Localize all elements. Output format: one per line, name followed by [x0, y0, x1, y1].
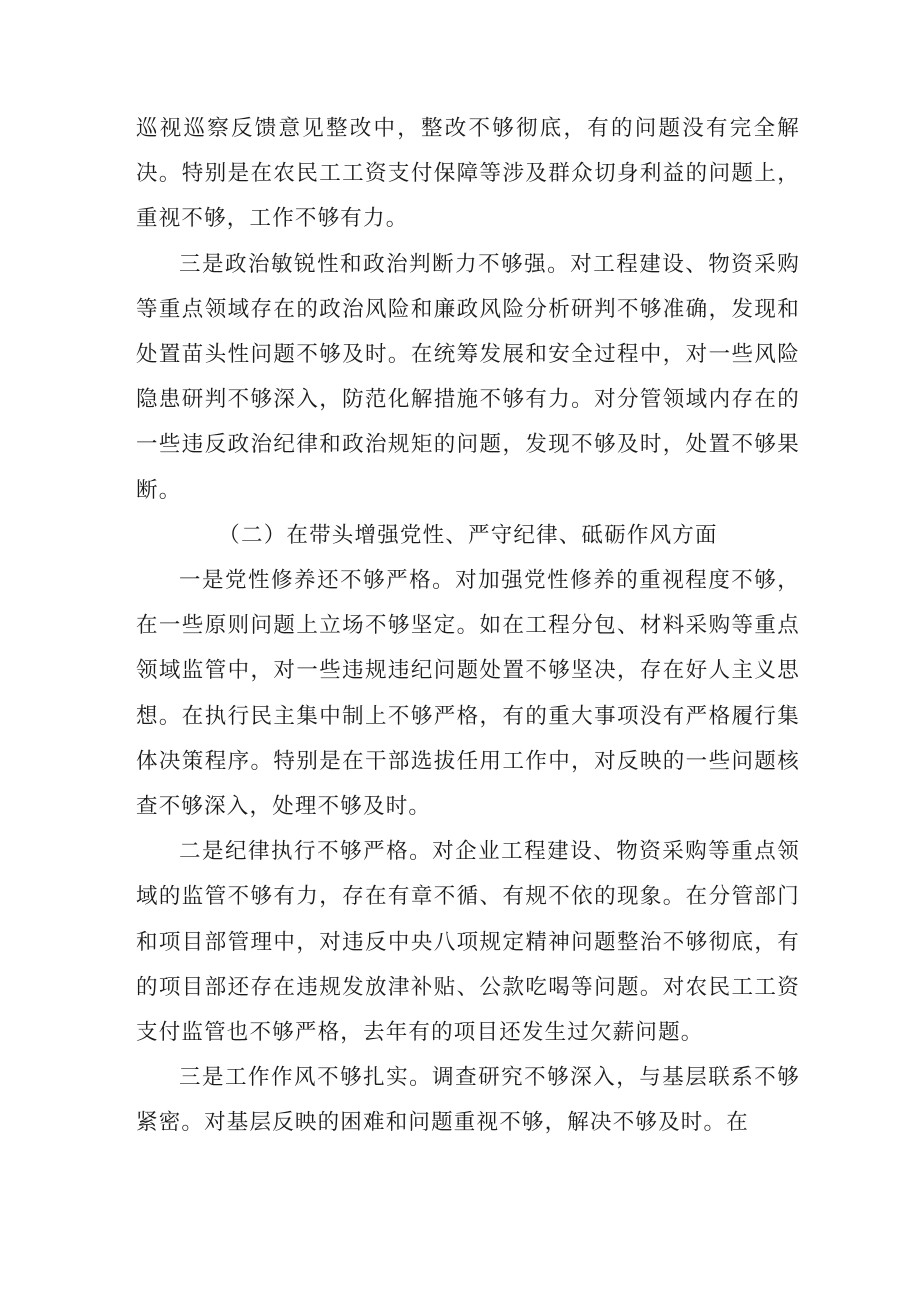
document-body	[136, 106, 800, 1146]
paragraph-continuation: 巡视巡察反馈意见整改中，整改不够彻底，有的问题没有完全解决。特别是在农民工工资支付保障等涉及群众切身利益的问题上，重视不够，工作不够有力。	[136, 116, 800, 232]
section-heading: （二）在带头增强党性、严守纪律、砥砺作风方面	[218, 522, 718, 548]
paragraph-political-sensitivity: 三是政治敏锐性和政治判断力不够强。对工程建设、物资采购等重点领域存在的政治风险和廉政风险分析研判不够准确，发现和处置苗头性问题不够及时。在统筹发展和安全过程中，对一些风险隐患研判不够深入，防范化解措施不够有力。对分管领域内存在的一些违反政治纪律和政治规矩的问题，发现不够及时，处置不够果断。	[136, 251, 800, 503]
paragraph-discipline: 二是纪律执行不够严格。对企业工程建设、物资采购等重点领域的监管不够有力，存在有章不循、有规不依的现象。在分管部门和项目部管理中，对违反中央八项规定精神问题整治不够彻底，有的项目部还存在违规发放津补贴、公款吃喝等问题。对农民工工资支付监管也不够严格，去年有的项目还发生过欠薪问题。	[136, 839, 800, 1046]
paragraph-party-spirit: 一是党性修养还不够严格。对加强党性修养的重视程度不够，在一些原则问题上立场不够坚定。如在工程分包、材料采购等重点领域监管中，对一些违规违纪问题处置不够坚决，存在好人主义思想。在执行民主集中制上不够严格，有的重大事项没有严格履行集体决策程序。特别是在干部选拔任用工作中，对反映的一些问题核查不够深入，处理不够及时。	[136, 568, 800, 820]
paragraph-work-style: 三是工作作风不够扎实。调查研究不够深入，与基层联系不够紧密。对基层反映的困难和问题重视不够，解决不够及时。在	[136, 1065, 800, 1136]
